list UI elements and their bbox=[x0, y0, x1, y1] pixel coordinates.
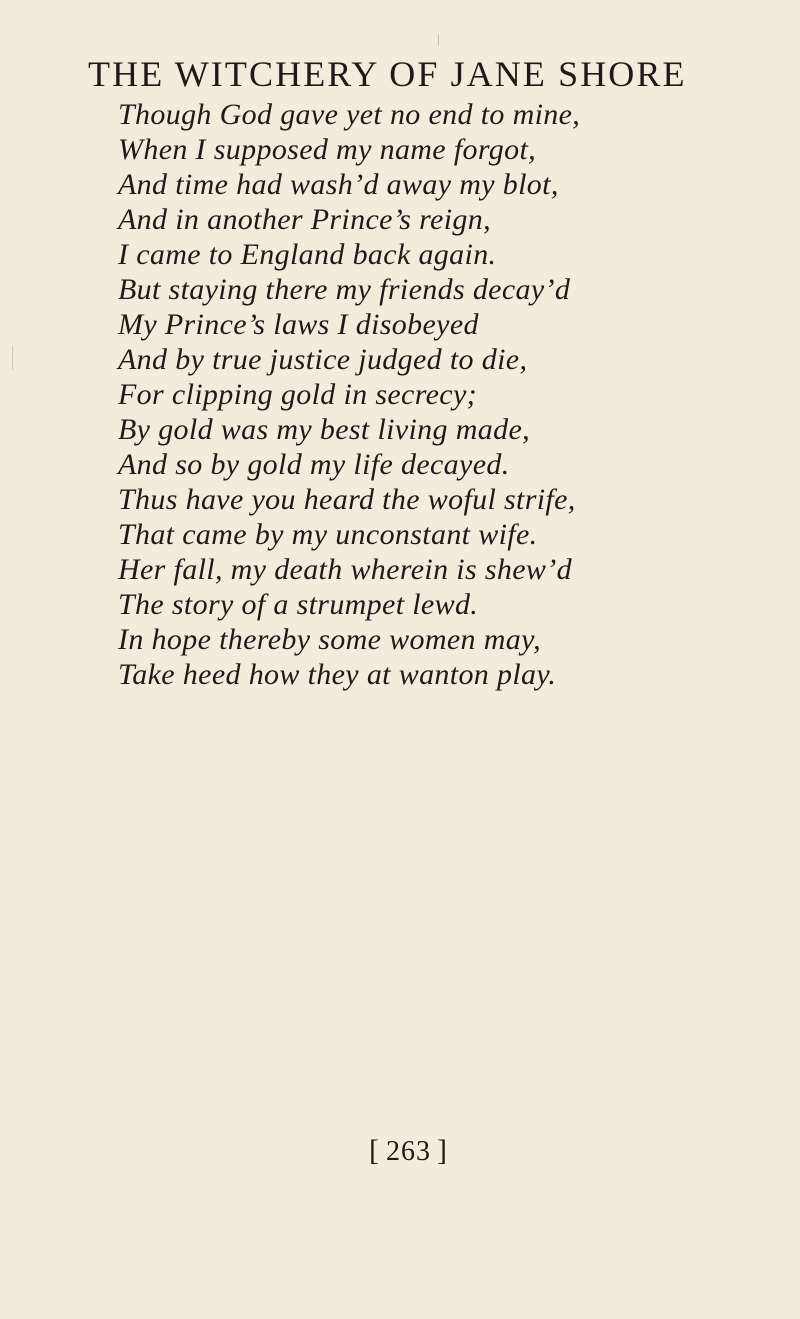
poem-line: And so by gold my life decayed. bbox=[118, 448, 510, 481]
poem-line: My Prince’s laws I disobeyed bbox=[118, 308, 479, 341]
paper-mark bbox=[438, 34, 439, 46]
poem-line: Her fall, my death wherein is shew’d bbox=[118, 553, 572, 586]
page-number bbox=[369, 1136, 448, 1166]
poem-line: And time had wash’d away my blot, bbox=[118, 168, 559, 201]
poem-line: By gold was my best living made, bbox=[118, 413, 530, 446]
poem-line: Thus have you heard the woful strife, bbox=[118, 483, 576, 516]
poem-line: Take heed how they at wanton play. bbox=[118, 658, 557, 691]
paper-mark bbox=[12, 346, 13, 370]
poem-line: Though God gave yet no end to mine, bbox=[118, 98, 581, 131]
poem-line: In hope thereby some women may, bbox=[118, 623, 541, 656]
poem-line: And by true justice judged to die, bbox=[118, 343, 528, 376]
poem-line: But staying there my friends decay’d bbox=[118, 273, 571, 306]
running-head: THE WITCHERY OF JANE SHORE bbox=[88, 54, 687, 94]
folio-number: 263 bbox=[386, 1136, 431, 1167]
folio-open-bracket: [ bbox=[369, 1134, 380, 1167]
folio-close-bracket: ] bbox=[437, 1134, 448, 1167]
poem-line: For clipping gold in secrecy; bbox=[118, 378, 477, 411]
poem-line: And in another Prince’s reign, bbox=[118, 203, 491, 236]
poem-line: That came by my unconstant wife. bbox=[118, 518, 538, 551]
poem-verse bbox=[118, 97, 580, 692]
poem-line: The story of a strumpet lewd. bbox=[118, 588, 479, 621]
poem-line: When I supposed my name forgot, bbox=[118, 133, 537, 166]
poem-line: I came to England back again. bbox=[118, 238, 497, 271]
